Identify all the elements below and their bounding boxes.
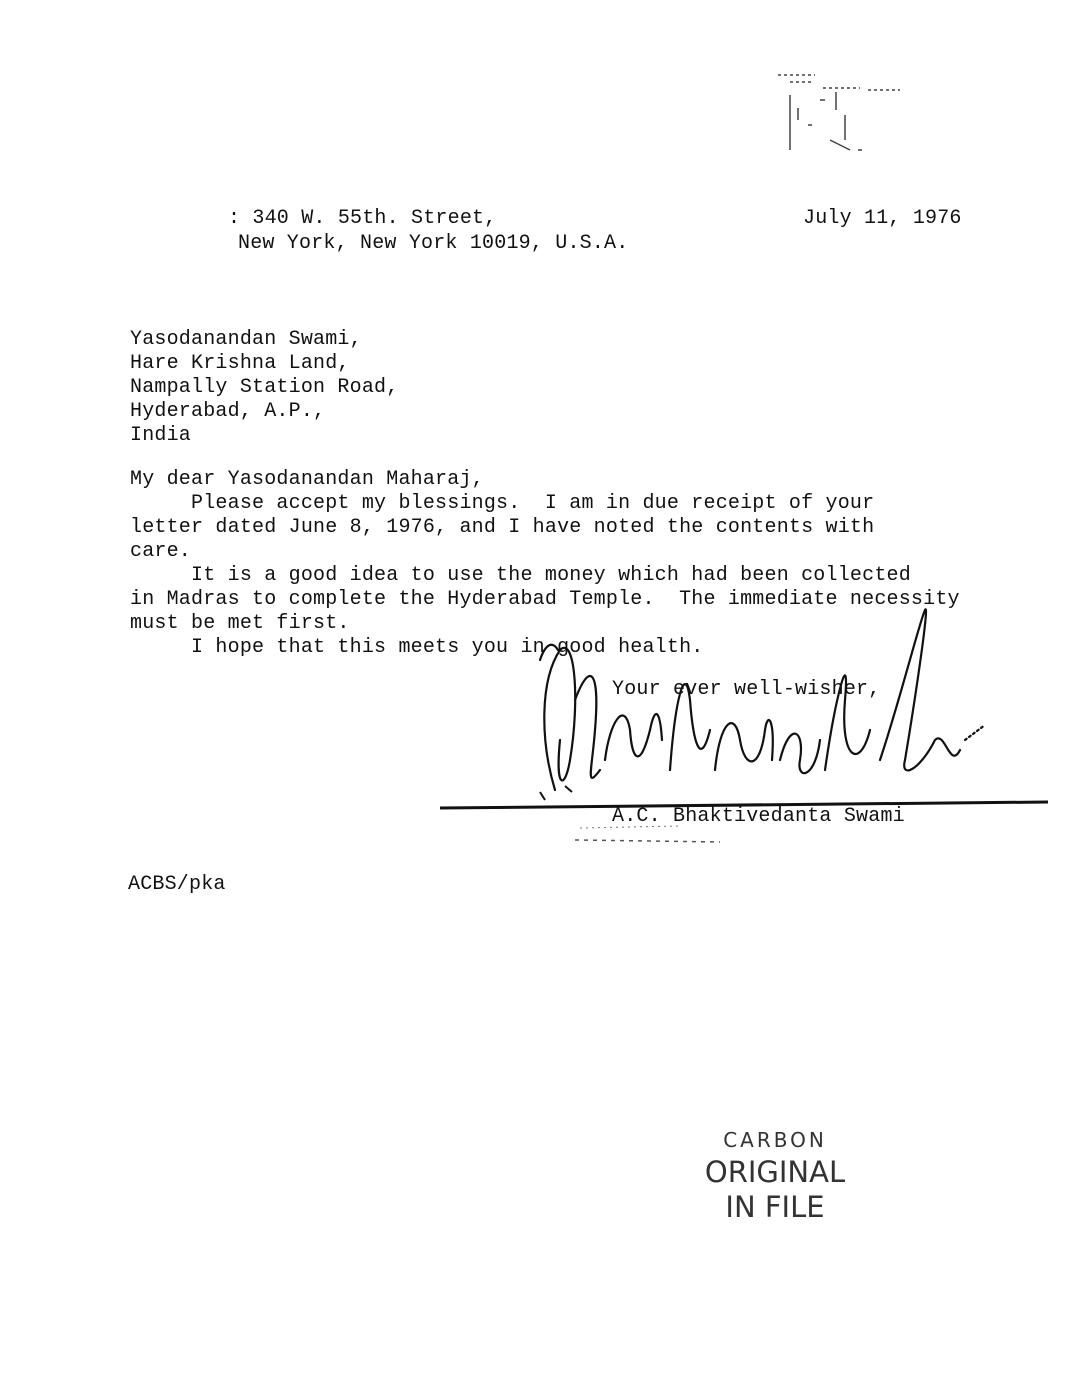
sender-address-line1: : 340 W. 55th. Street, [228,207,497,230]
body-line: I hope that this meets you in good health. [130,636,704,659]
stamp-carbon: CARBON [723,1128,827,1152]
recipient-line: Hyderabad, A.P., [130,400,326,423]
closing: Your ever well-wisher, [612,678,881,701]
recipient-line: Yasodanandan Swami, [130,328,362,351]
body-line: care. [130,540,192,563]
recipient-line: India [130,424,192,447]
body-line: must be met first. [130,612,350,635]
recipient-line: Nampally Station Road, [130,376,399,399]
signature-name: A.C. Bhaktivedanta Swami [612,805,905,828]
letter-date: July 11, 1976 [803,207,962,230]
salutation: My dear Yasodanandan Maharaj, [130,468,484,491]
stamp-in-file: IN FILE [725,1190,825,1224]
recipient-line: Hare Krishna Land, [130,352,350,375]
typist-initials: ACBS/pka [128,873,226,896]
body-line: letter dated June 8, 1976, and I have noted the contents with [130,516,875,539]
body-line: It is a good idea to use the money which had been collected [130,564,911,587]
sender-address-line2: New York, New York 10019, U.S.A. [238,232,629,255]
body-line: Please accept my blessings. I am in due receipt of your [130,492,875,515]
body-line: in Madras to complete the Hyderabad Temple. The immediate necessity [130,588,960,611]
stamp-original: ORIGINAL [704,1155,846,1189]
